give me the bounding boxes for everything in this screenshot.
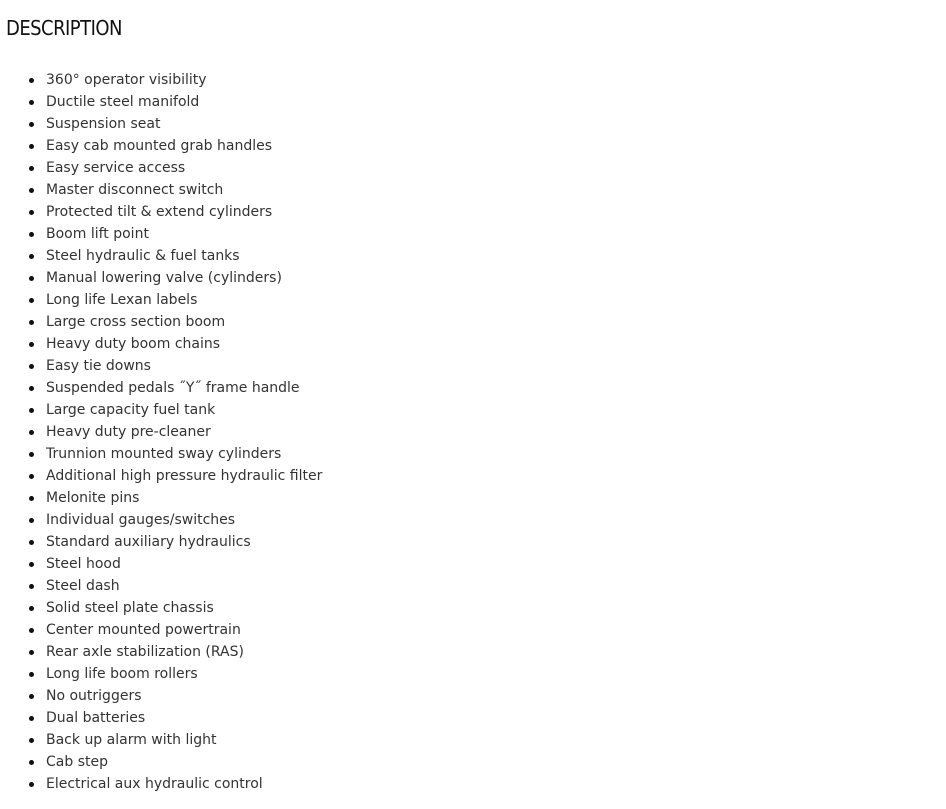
bullet-icon (29, 408, 34, 413)
bullet-icon (29, 210, 34, 215)
list-item (0, 421, 322, 443)
list-item (0, 553, 322, 575)
list-item-text: Dual batteries (46, 710, 146, 726)
list-item-text: Large cross section boom (46, 314, 226, 330)
list-item-text: Steel dash (46, 578, 120, 594)
list-item-text: Manual lowering valve (cylinders) (46, 270, 282, 286)
list-item-text: Electrical aux hydraulic control (46, 776, 263, 792)
list-item (0, 575, 322, 597)
list-item-text: Master disconnect switch (46, 182, 224, 198)
list-item-text: Rear axle stabilization (RAS) (46, 644, 244, 660)
bullet-icon (29, 540, 34, 545)
list-item-text: Boom lift point (46, 226, 149, 242)
list-item-text: Steel hood (46, 556, 121, 572)
list-item (0, 487, 322, 509)
list-item-text: Ductile steel manifold (46, 94, 200, 110)
list-item-text: Solid steel plate chassis (46, 600, 214, 616)
list-item (0, 377, 322, 399)
list-item (0, 465, 322, 487)
list-item (0, 663, 322, 685)
list-item (0, 223, 322, 245)
list-item-text: Back up alarm with light (46, 732, 217, 748)
bullet-icon (29, 100, 34, 105)
bullet-icon (29, 496, 34, 501)
list-item (0, 311, 322, 333)
list-item (0, 751, 322, 773)
list-item (0, 619, 322, 641)
bullet-icon (29, 320, 34, 325)
list-item (0, 773, 322, 795)
list-item (0, 69, 322, 91)
list-item (0, 597, 322, 619)
list-item-text: Center mounted powertrain (46, 622, 241, 638)
bullet-icon (29, 672, 34, 677)
bullet-icon (29, 606, 34, 611)
list-item (0, 355, 322, 377)
list-item-text: Easy service access (46, 160, 186, 176)
bullet-icon (29, 144, 34, 149)
bullet-icon (29, 716, 34, 721)
bullet-icon (29, 364, 34, 369)
list-item (0, 135, 322, 157)
bullet-icon (29, 342, 34, 347)
list-item-text: Long life boom rollers (46, 666, 198, 682)
list-item-text: Trunnion mounted sway cylinders (46, 446, 282, 462)
bullet-icon (29, 584, 34, 589)
bullet-icon (29, 562, 34, 567)
list-item (0, 333, 322, 355)
bullet-icon (29, 760, 34, 765)
list-item (0, 91, 322, 113)
list-item-text: 360° operator visibility (46, 72, 207, 88)
list-item-text: Standard auxiliary hydraulics (46, 534, 251, 550)
list-item-text: Easy cab mounted grab handles (46, 138, 273, 154)
bullet-icon (29, 518, 34, 523)
list-item-text: Suspension seat (46, 116, 161, 132)
list-item (0, 179, 322, 201)
bullet-icon (29, 628, 34, 633)
feature-list (0, 69, 322, 795)
bullet-icon (29, 122, 34, 127)
list-item-text: Protected tilt & extend cylinders (46, 204, 273, 220)
list-item (0, 267, 322, 289)
list-item (0, 509, 322, 531)
bullet-icon (29, 78, 34, 83)
list-item-text: Suspended pedals ˝Y˝ frame handle (46, 380, 300, 396)
section-heading: DESCRIPTION (6, 16, 122, 40)
list-item (0, 685, 322, 707)
bullet-icon (29, 188, 34, 193)
bullet-icon (29, 276, 34, 281)
list-item (0, 707, 322, 729)
list-item (0, 289, 322, 311)
list-item-text: Steel hydraulic & fuel tanks (46, 248, 240, 264)
bullet-icon (29, 650, 34, 655)
bullet-icon (29, 430, 34, 435)
list-item-text: No outriggers (46, 688, 142, 704)
list-item (0, 443, 322, 465)
bullet-icon (29, 232, 34, 237)
bullet-icon (29, 254, 34, 259)
list-item-text: Large capacity fuel tank (46, 402, 216, 418)
list-item-text: Easy tie downs (46, 358, 151, 374)
list-item (0, 113, 322, 135)
list-item-text: Individual gauges/switches (46, 512, 236, 528)
list-item-text: Melonite pins (46, 490, 140, 506)
bullet-icon (29, 166, 34, 171)
bullet-icon (29, 738, 34, 743)
list-item-text: Additional high pressure hydraulic filter (46, 468, 323, 484)
list-item (0, 399, 322, 421)
bullet-icon (29, 694, 34, 699)
bullet-icon (29, 298, 34, 303)
list-item-text: Heavy duty boom chains (46, 336, 221, 352)
list-item (0, 641, 322, 663)
bullet-icon (29, 474, 34, 479)
bullet-icon (29, 386, 34, 391)
list-item-text: Long life Lexan labels (46, 292, 198, 308)
list-item (0, 157, 322, 179)
list-item-text: Cab step (46, 754, 108, 770)
list-item (0, 531, 322, 553)
list-item (0, 245, 322, 267)
list-item (0, 201, 322, 223)
list-item-text: Heavy duty pre-cleaner (46, 424, 211, 440)
bullet-icon (29, 782, 34, 787)
bullet-icon (29, 452, 34, 457)
list-item (0, 729, 322, 751)
